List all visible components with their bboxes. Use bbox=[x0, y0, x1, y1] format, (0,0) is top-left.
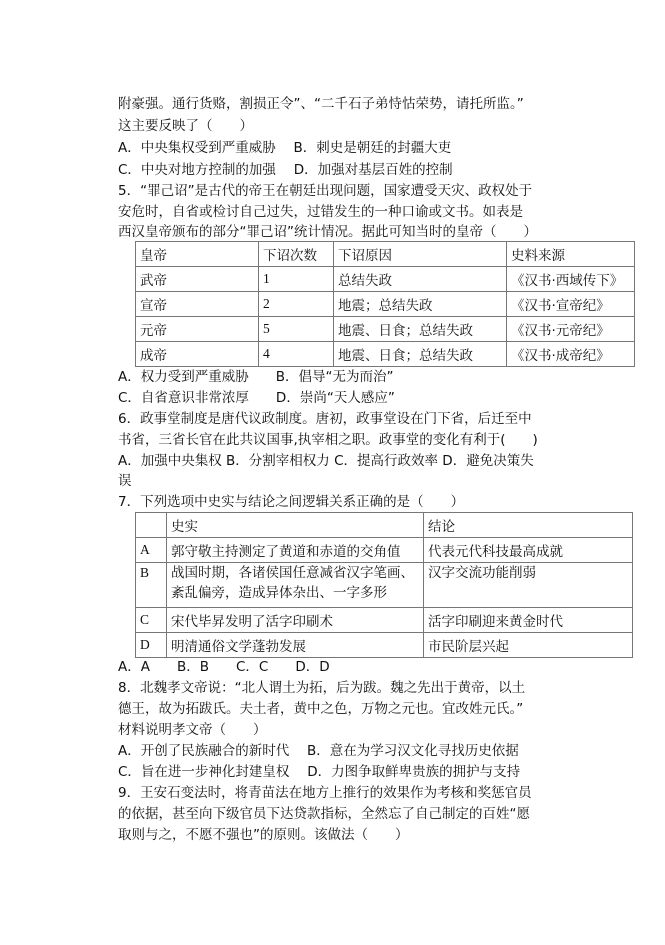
table-row bbox=[136, 267, 635, 292]
cell: 战国时期，各诸侯国任意减省汉字笔画、紊乱偏旁，造成异体杂出、一字多形 bbox=[167, 563, 424, 608]
header-cell: 皇帝 bbox=[136, 242, 259, 267]
question-9-line: 的依据，甚至向下级官员下达贷款指标，全然忘了自己制定的百姓“愿 bbox=[118, 806, 530, 822]
cell: 明清通俗文学蓬勃发展 bbox=[167, 633, 424, 658]
question-6-line: 6．政事堂制度是唐代议政制度。唐初，政事堂设在门下省，后迁至中 bbox=[118, 411, 532, 427]
table-row bbox=[136, 608, 633, 633]
option-line: 误 bbox=[118, 473, 132, 489]
question-8-line: 德王，故为拓跋氏。夫土者，黄中之色，万物之元也。宜改姓元氏。” bbox=[118, 701, 524, 717]
cell: 成帝 bbox=[136, 342, 259, 367]
cell: 活字印刷迎来黄金时代 bbox=[424, 608, 633, 633]
option-line: C．中央对地方控制的加强 D．加强对基层百姓的控制 bbox=[118, 162, 453, 178]
option-line: A．开创了民族融合的新时代 B．意在为学习汉文化寻找历史依据 bbox=[118, 743, 519, 759]
table-row bbox=[136, 292, 635, 317]
header-cell: 下诏次数 bbox=[259, 242, 334, 267]
question-8-line: 8．北魏孝文帝说：“北人谓土为拓，后为跋。魏之先出于黄帝，以土 bbox=[118, 680, 526, 696]
question-9-line: 9．王安石变法时，将青苗法在地方上推行的效果作为考核和奖惩官员 bbox=[118, 785, 532, 801]
question-6-line: 书省，三省长官在此共议国事,执宰相之职。政事堂的变化有利于( ) bbox=[118, 432, 538, 448]
option-line: C．旨在进一步神化封建皇权 D．力图争取鲜卑贵族的拥护与支持 bbox=[118, 764, 521, 780]
header-cell: 史料来源 bbox=[507, 242, 635, 267]
cell: 总结失政 bbox=[334, 267, 507, 292]
cell: 《汉书·元帝纪》 bbox=[507, 317, 635, 342]
cell: 2 bbox=[259, 292, 334, 317]
cell: 地震、日食；总结失政 bbox=[334, 317, 507, 342]
table-question-5 bbox=[135, 241, 635, 367]
cell: B bbox=[136, 563, 167, 608]
header-cell: 下诏原因 bbox=[334, 242, 507, 267]
table-header-row bbox=[136, 242, 635, 267]
option-line: A．中央集权受到严重威胁 B．刺史是朝廷的封疆大吏 bbox=[118, 140, 452, 156]
cell: 武帝 bbox=[136, 267, 259, 292]
cell: 地震；总结失政 bbox=[334, 292, 507, 317]
cell: 《汉书·宣帝纪》 bbox=[507, 292, 635, 317]
cell: 汉字交流功能削弱 bbox=[424, 563, 633, 608]
header-cell: 结论 bbox=[424, 513, 633, 538]
cell: 宣帝 bbox=[136, 292, 259, 317]
cell: 4 bbox=[259, 342, 334, 367]
question-8-line: 材料说明孝文帝（ ） bbox=[118, 722, 267, 738]
question-5-line: 安危时，自省或检讨自己过失，过错发生的一种口谕或文书。如表是 bbox=[118, 204, 523, 220]
table-row bbox=[136, 538, 633, 563]
table-row bbox=[136, 633, 633, 658]
option-line: A．加强中央集权 B．分割宰相权力 C．提高行政效率 D．避免决策失 bbox=[118, 453, 534, 469]
cell: 地震、日食；总结失政 bbox=[334, 342, 507, 367]
cell: 郭守敬主持测定了黄道和赤道的交角值 bbox=[167, 538, 424, 563]
question-text-line: 这主要反映了（ ） bbox=[118, 118, 253, 134]
cell: 代表元代科技最高成就 bbox=[424, 538, 633, 563]
question-5-line: 西汉皇帝颁布的部分“罪己诏”统计情况。据此可知当时的皇帝（ ） bbox=[118, 224, 537, 240]
cell: 1 bbox=[259, 267, 334, 292]
header-cell bbox=[136, 513, 167, 538]
question-text-line: 附豪强。通行货赂，割损正令”、“二千石子弟恃怙荣势，请托所监。” bbox=[118, 96, 524, 112]
question-7-line: 7．下列选项中史实与结论之间逻辑关系正确的是（ ） bbox=[118, 494, 465, 510]
cell: 元帝 bbox=[136, 317, 259, 342]
header-cell: 史实 bbox=[167, 513, 424, 538]
cell: 《汉书·西域传下》 bbox=[507, 267, 635, 292]
cell: 市民阶层兴起 bbox=[424, 633, 633, 658]
cell: 《汉书·成帝纪》 bbox=[507, 342, 635, 367]
table-header-row bbox=[136, 513, 633, 538]
cell: 宋代毕昇发明了活字印刷术 bbox=[167, 608, 424, 633]
cell: C bbox=[136, 608, 167, 633]
option-line: A．A B．B C．C D．D bbox=[118, 659, 330, 675]
cell: A bbox=[136, 538, 167, 563]
cell: D bbox=[136, 633, 167, 658]
cell: 5 bbox=[259, 317, 334, 342]
table-question-7 bbox=[135, 512, 633, 658]
question-9-line: 取则与之，不愿不强也”的原则。该做法（ ） bbox=[118, 827, 409, 843]
option-line: A．权力受到严重威胁 B．倡导“无为而治” bbox=[118, 369, 394, 385]
table-row bbox=[136, 317, 635, 342]
option-line: C．自省意识非常浓厚 D．崇尚“天人感应” bbox=[118, 390, 395, 406]
question-5-line: 5．“罪己诏”是古代的帝王在朝廷出现问题，国家遭受天灾、政权处于 bbox=[118, 183, 533, 199]
table-row bbox=[136, 342, 635, 367]
table-row bbox=[136, 563, 633, 608]
